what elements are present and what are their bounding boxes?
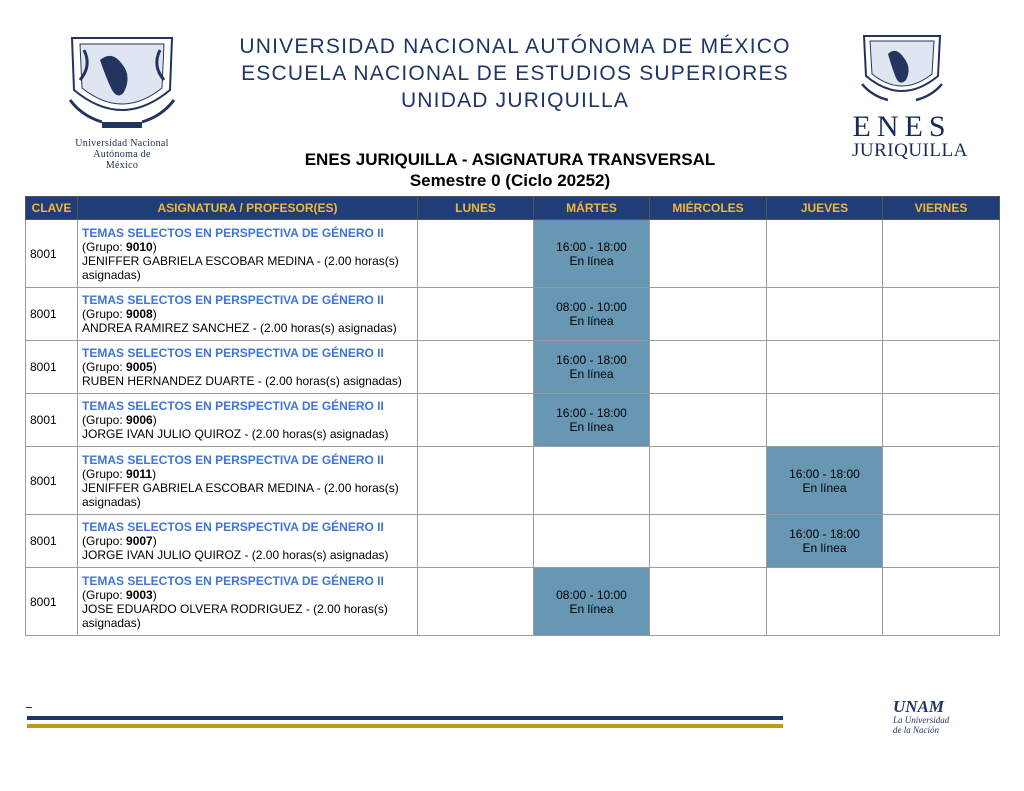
slot-time: 08:00 - 10:00 [556,587,627,602]
time-slot-martes [534,341,650,394]
cell-lunes [418,341,534,394]
cell-martes [534,447,650,515]
table-row [26,220,1000,288]
document-title: ENES JURIQUILLA - ASIGNATURA TRANSVERSAL [304,150,716,169]
slot-time: 08:00 - 10:00 [556,300,627,314]
cell-miercoles [650,447,767,515]
cell-viernes [883,568,1000,636]
cell-clave: 8001 [26,341,78,394]
slot-mode: En línea [569,314,614,328]
slot-time: 16:00 - 18:00 [789,527,860,541]
enes-logo-sub: JURIQUILLA [852,140,968,161]
cell-asignatura: TEMAS SELECTOS EN PERSPECTIVA DE GÉNERO II (Grupo: 9010) JENIFFER GABRIELA ESCOBAR MEDINA - (2.00 horas(s) asignadas) [78,220,418,288]
seal-caption-line: Universidad Nacional [75,138,169,149]
cell-lunes [418,568,534,636]
enes-juriquilla-logo [852,30,968,182]
group-label: Grupo: [86,307,127,321]
cell-miercoles [650,568,767,636]
column-header-viernes: VIERNES [883,197,1000,220]
professor-name: JOSE EDUARDO OLVERA RODRIGUEZ - (2.00 horas(s) asignadas) [82,601,388,630]
cell-jueves [767,568,883,636]
professor-name: JENIFFER GABRIELA ESCOBAR MEDINA - (2.00 horas(s) asignadas) [82,253,399,282]
table-row [26,568,1000,636]
table-header-row [26,197,1000,220]
slot-time: 16:00 - 18:00 [789,466,860,481]
professor-name: RUBEN HERNANDEZ DUARTE - (2.00 horas(s) asignadas) [82,374,402,388]
group-number: 9007 [126,534,153,548]
school-name-line: ESCUELA NACIONAL DE ESTUDIOS SUPERIORES [241,62,789,85]
cell-miercoles [650,220,767,288]
group-label: Grupo: [86,466,127,481]
cell-asignatura: TEMAS SELECTOS EN PERSPECTIVA DE GÉNERO II (Grupo: 9011) JENIFFER GABRIELA ESCOBAR MEDINA - (2.00 horas(s) asignadas) [78,447,418,515]
cell-clave: 8001 [26,568,78,636]
cell-asignatura: TEMAS SELECTOS EN PERSPECTIVA DE GÉNERO II (Grupo: 9006) JORGE IVAN JULIO QUIROZ - (2.00 horas(s) asignadas) [78,394,418,447]
unam-footer-mark: UNAM [893,697,945,716]
column-header-jueves: JUEVES [767,197,883,220]
university-name-block [200,33,830,114]
cell-clave: 8001 [26,447,78,515]
group-label: Grupo: [86,239,127,254]
slot-time: 16:00 - 18:00 [556,406,627,420]
cell-asignatura: TEMAS SELECTOS EN PERSPECTIVA DE GÉNERO II (Grupo: 9008) ANDREA RAMIREZ SANCHEZ - (2.00 horas(s) asignadas) [78,288,418,341]
subject-name: TEMAS SELECTOS EN PERSPECTIVA DE GÉNERO II [82,225,384,240]
time-slot-jueves [767,515,883,568]
slot-mode: En línea [569,367,614,381]
unam-seal-icon [62,30,182,138]
cell-jueves [767,394,883,447]
cell-lunes [418,447,534,515]
unam-footer-tagline: La Universidad de la Nación [893,715,950,735]
cell-asignatura: TEMAS SELECTOS EN PERSPECTIVA DE GÉNERO II (Grupo: 9005) RUBEN HERNANDEZ DUARTE - (2.00 horas(s) asignadas) [78,341,418,394]
schedule-table-body [26,220,1000,636]
slot-time: 16:00 - 18:00 [556,239,627,254]
column-header-clave: CLAVE [26,197,78,220]
column-header-miercoles: MIÉRCOLES [650,197,767,220]
cell-lunes [418,394,534,447]
cell-viernes [883,220,1000,288]
cell-lunes [418,515,534,568]
group-number: 9008 [126,307,153,321]
unam-footer-logo [893,698,955,754]
group-number: 9003 [126,587,153,602]
time-slot-martes [534,394,650,447]
group-number: 9010 [126,239,153,254]
cell-viernes [883,394,1000,447]
group-label: Grupo: [86,360,127,374]
table-row [26,341,1000,394]
slot-mode: En línea [569,253,614,268]
professor-name: JENIFFER GABRIELA ESCOBAR MEDINA - (2.00 horas(s) asignadas) [82,480,399,509]
group-label: Grupo: [86,413,127,427]
cell-lunes [418,288,534,341]
cell-miercoles [650,515,767,568]
professor-name: JORGE IVAN JULIO QUIROZ - (2.00 horas(s) asignadas) [82,548,389,562]
seal-caption-line: Autónoma de [93,149,151,160]
slot-mode: En línea [802,480,847,495]
footer-dash [26,707,32,708]
cell-clave: 8001 [26,220,78,288]
table-row [26,515,1000,568]
unam-seal-logo [62,30,182,178]
footer-bar-gold [27,724,783,728]
cell-viernes [883,341,1000,394]
footer-bar-blue [27,716,783,720]
subject-name: TEMAS SELECTOS EN PERSPECTIVA DE GÉNERO II [82,293,384,307]
time-slot-martes [534,288,650,341]
footer-bars [27,716,783,728]
cell-clave: 8001 [26,288,78,341]
table-row [26,394,1000,447]
cell-clave: 8001 [26,515,78,568]
cell-clave: 8001 [26,394,78,447]
cell-viernes [883,515,1000,568]
document-subtitle: Semestre 0 (Ciclo 20252) [409,171,611,190]
slot-time: 16:00 - 18:00 [556,353,627,367]
column-header-martes: MÁRTES [534,197,650,220]
seal-caption [62,138,182,171]
column-header-asignatura: ASIGNATURA / PROFESOR(ES) [78,197,418,220]
subject-name: TEMAS SELECTOS EN PERSPECTIVA DE GÉNERO II [82,452,384,467]
schedule-table [25,196,1000,636]
cell-jueves [767,288,883,341]
time-slot-jueves [767,447,883,515]
group-number: 9005 [126,360,153,374]
document-title-block [200,149,820,191]
cell-asignatura: TEMAS SELECTOS EN PERSPECTIVA DE GÉNERO II (Grupo: 9007) JORGE IVAN JULIO QUIROZ - (2.00 horas(s) asignadas) [78,515,418,568]
cell-miercoles [650,394,767,447]
campus-name-line: UNIDAD JURIQUILLA [400,89,630,112]
seal-caption-line: México [105,160,139,171]
cell-lunes [418,220,534,288]
time-slot-martes [534,568,650,636]
cell-asignatura: TEMAS SELECTOS EN PERSPECTIVA DE GÉNERO II (Grupo: 9003) JOSE EDUARDO OLVERA RODRIGUEZ - (2.00 horas(s) asignadas) [78,568,418,636]
enes-seal-icon [856,30,948,106]
cell-martes [534,515,650,568]
group-number: 9006 [126,413,153,427]
group-number: 9011 [126,466,153,481]
slot-mode: En línea [569,420,614,434]
cell-viernes [883,447,1000,515]
enes-logo-word: ENES [852,110,952,143]
university-name-line: UNIVERSIDAD NACIONAL AUTÓNOMA DE MÉXICO [239,35,791,58]
column-header-lunes: LUNES [418,197,534,220]
table-row [26,447,1000,515]
cell-jueves [767,220,883,288]
cell-jueves [767,341,883,394]
subject-name: TEMAS SELECTOS EN PERSPECTIVA DE GÉNERO II [82,520,384,534]
subject-name: TEMAS SELECTOS EN PERSPECTIVA DE GÉNERO II [82,573,384,588]
group-label: Grupo: [86,534,127,548]
slot-mode: En línea [802,541,847,555]
cell-viernes [883,288,1000,341]
slot-mode: En línea [569,601,614,616]
cell-miercoles [650,341,767,394]
cell-miercoles [650,288,767,341]
professor-name: JORGE IVAN JULIO QUIROZ - (2.00 horas(s) asignadas) [82,427,389,441]
subject-name: TEMAS SELECTOS EN PERSPECTIVA DE GÉNERO II [82,399,384,413]
table-row [26,288,1000,341]
time-slot-martes [534,220,650,288]
group-label: Grupo: [86,587,127,602]
subject-name: TEMAS SELECTOS EN PERSPECTIVA DE GÉNERO II [82,346,384,360]
professor-name: ANDREA RAMIREZ SANCHEZ - (2.00 horas(s) asignadas) [82,321,397,335]
